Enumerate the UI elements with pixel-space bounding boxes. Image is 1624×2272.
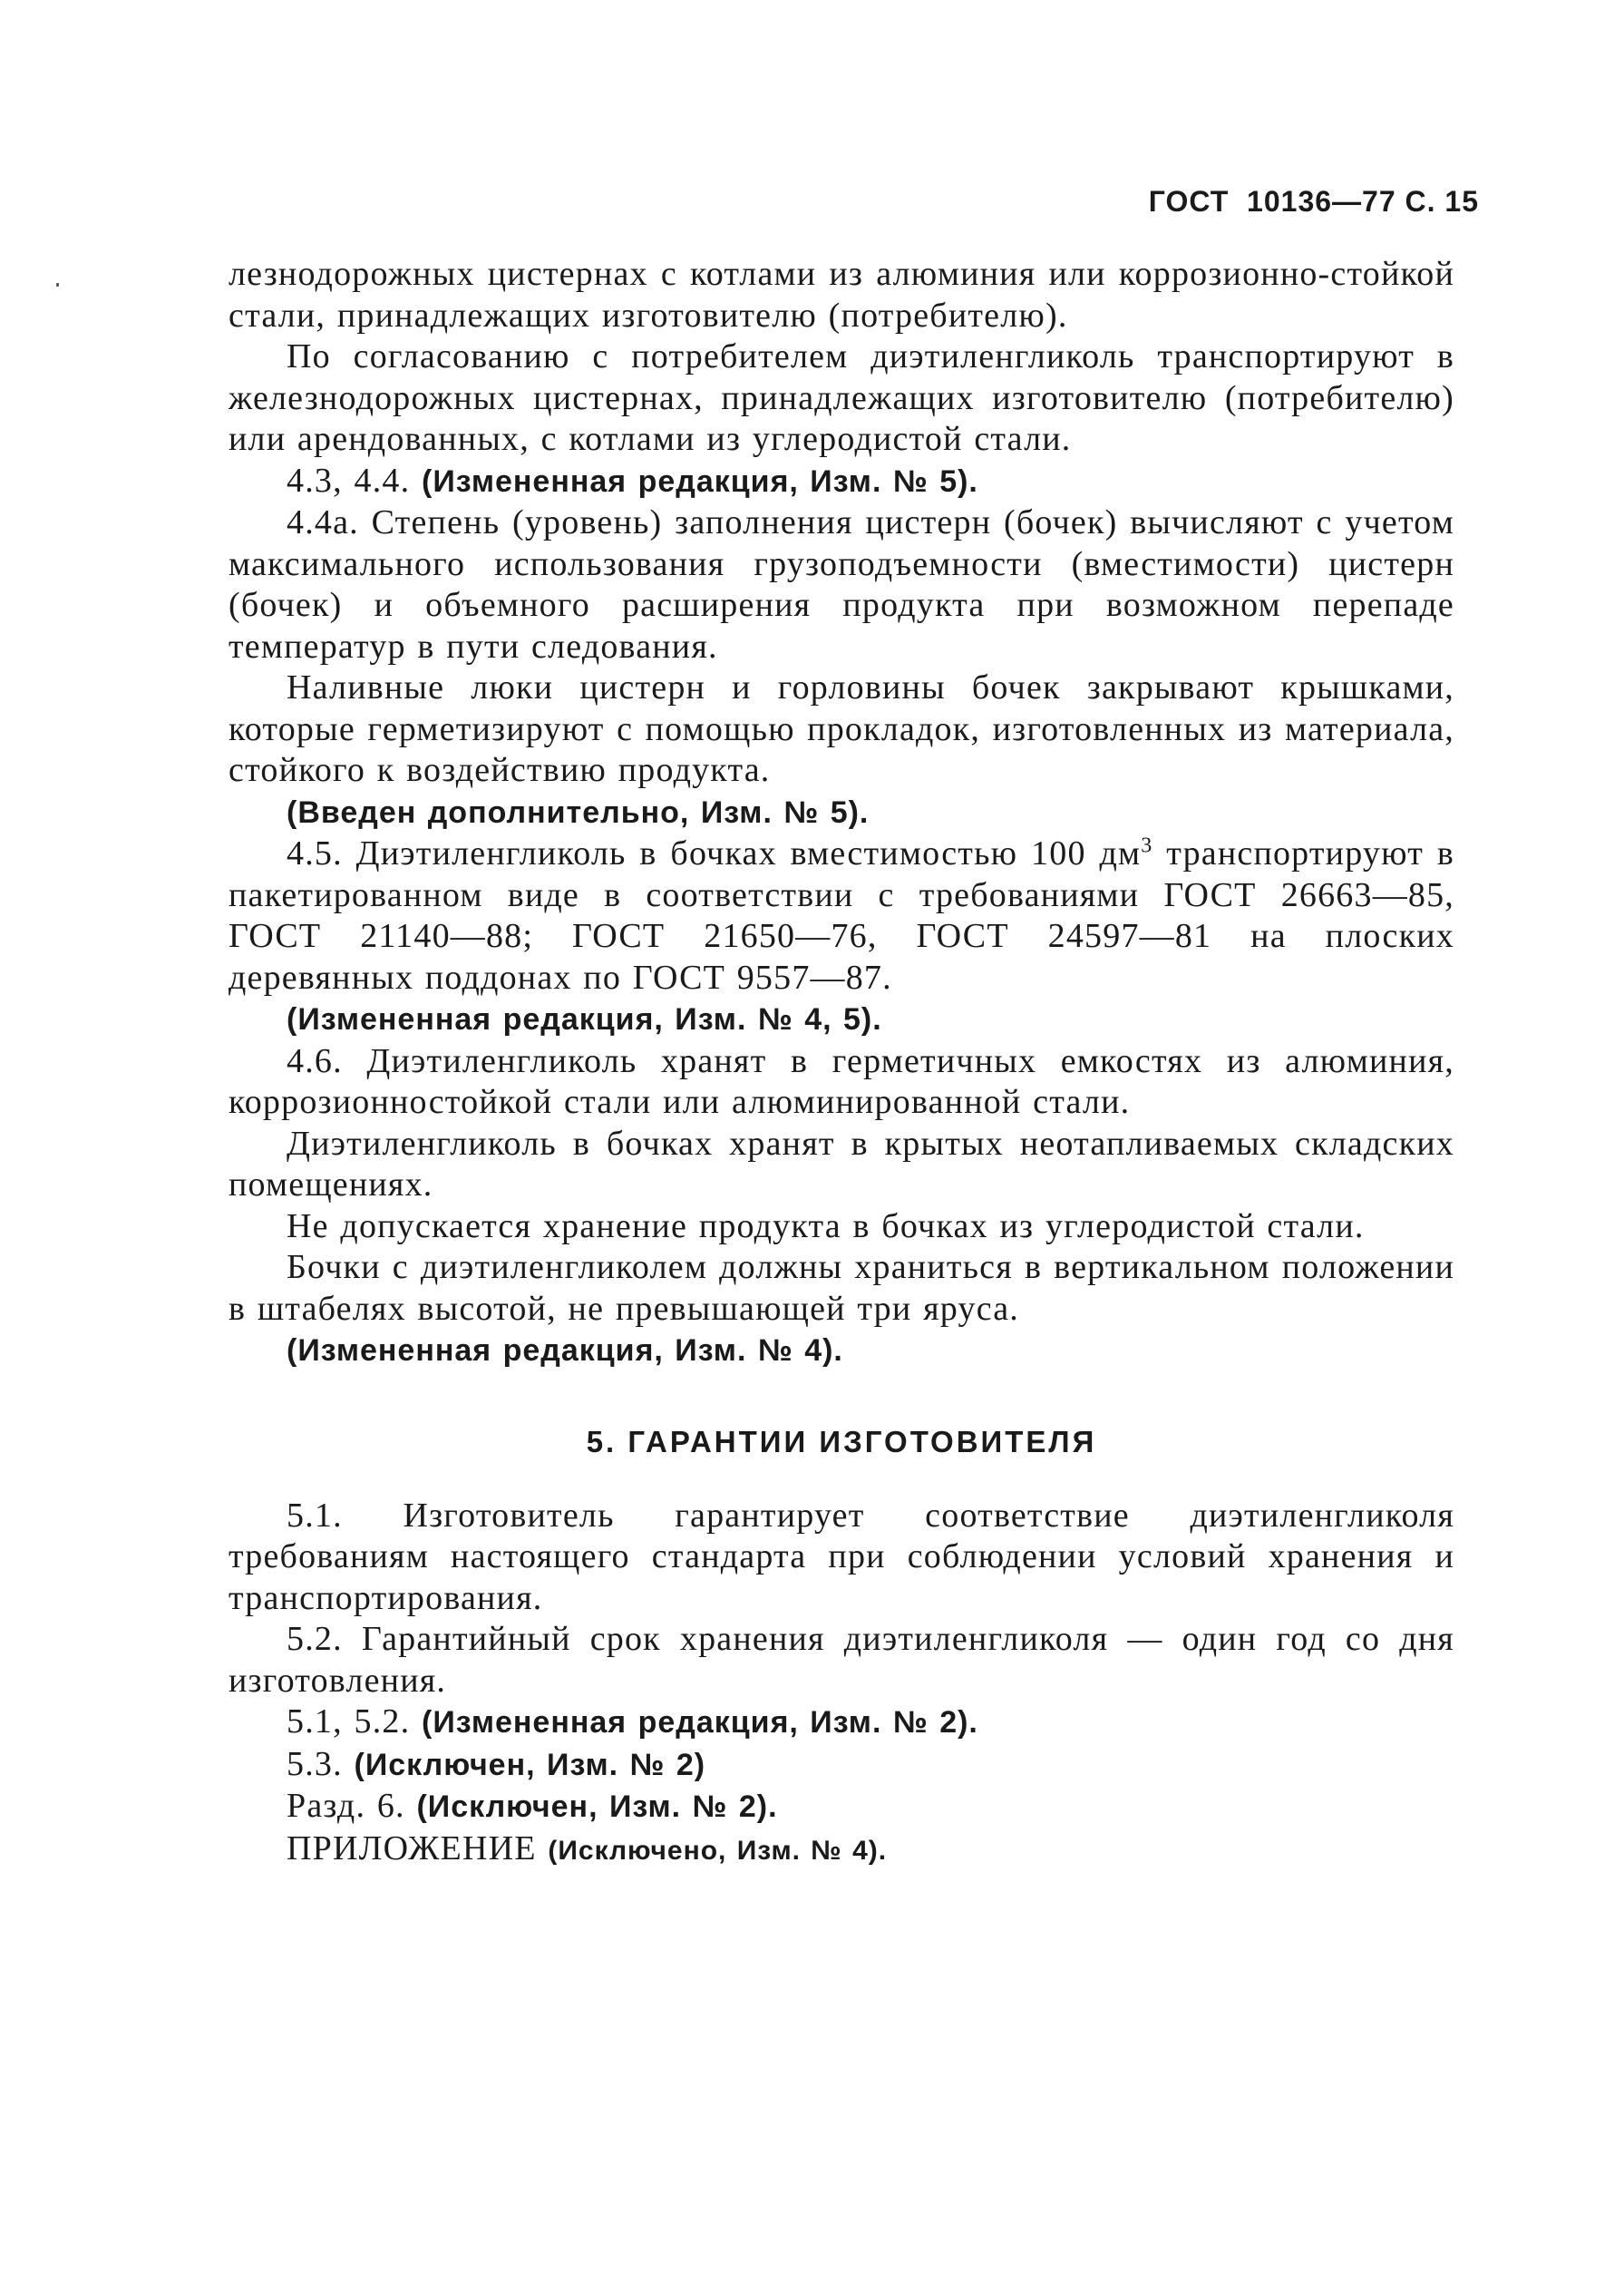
section-title: 5. ГАРАНТИИ ИЗГОТОВИТЕЛЯ <box>586 1424 1097 1458</box>
amendment-ref: ПРИЛОЖЕНИЕ <box>287 1828 549 1867</box>
amendment-note: (Исключено, Изм. № 4). <box>548 1835 888 1866</box>
amendment-note: (Исключен, Изм. № 2). <box>416 1789 778 1824</box>
paragraph-4-5 <box>229 834 1454 999</box>
amendment-ref: 5.3. <box>287 1744 355 1783</box>
paragraph-carbon-steel: Не допускается хранение продукта в бочках из углеродистой стали. <box>287 1206 1365 1245</box>
amendment-note: (Измененная редакция, Изм. № 4, 5). <box>287 1002 882 1037</box>
paragraph-stacking: Бочки с диэтиленгликолем должны храниться в вертикальном положении в штабелях высотой, не превышающей три яруса. <box>229 1248 1454 1328</box>
paragraph-4-6: 4.6. Диэтиленгликоль хранят в герметичных емкостях из алюминия, коррозионностойкой стали или алюминированной стали. <box>229 1041 1454 1121</box>
paragraph-continuation: лезнодорожных цистернах с котлами из алюминия или коррозионно-стойкой стали, принадлежащих изготовителю (потребителю). <box>229 255 1454 335</box>
amendment-note: (Измененная редакция, Изм. № 4). <box>287 1333 843 1368</box>
paragraph-transport-agreement: По согласованию с потребителем диэтиленгликоль транспортируют в железнодорожных цистернах, принадлежащих изготовителю (потребителю) или арендованных, с котлами из углеродистой стали. <box>229 337 1454 458</box>
paragraph-amendment-4-3 <box>229 461 1454 503</box>
scan-speck <box>56 283 59 287</box>
page-header: ГОСТ 10136—77 С. 15 <box>1148 185 1479 218</box>
amendment-note: (Измененная редакция, Изм. № 5). <box>422 463 978 499</box>
paragraph-text: 4.5. Диэтиленгликоль в бочках вместимостью 100 дм <box>287 834 1142 873</box>
amendment-note: (Введен дополнительно, Изм. № 5). <box>287 795 870 830</box>
paragraph-5-3 <box>229 1744 1454 1787</box>
paragraph-appendix <box>229 1828 1454 1872</box>
amendment-ref: 4.3, 4.4. <box>287 461 422 500</box>
paragraph-hatches: Наливные люки цистерн и горловины бочек закрывают крышками, которые герметизируют с помощью прокладок, изготовленных из материала, стойкого к воздействию продукта. <box>229 668 1454 789</box>
paragraph-5-2: 5.2. Гарантийный срок хранения диэтиленгликоля — один год со дня изготовления. <box>229 1620 1454 1700</box>
amendment-ref: Разд. 6. <box>287 1787 417 1825</box>
paragraph-introduced-note <box>229 792 1454 834</box>
paragraph-section-6 <box>229 1786 1454 1828</box>
paragraph-storage-barrels: Диэтиленгликоль в бочках хранят в крытых неотапливаемых складских помещениях. <box>229 1124 1454 1204</box>
superscript: 3 <box>1141 834 1153 858</box>
document-body <box>229 254 1454 1871</box>
amendment-note: (Измененная редакция, Изм. № 2). <box>422 1705 978 1740</box>
paragraph-text: транспортируют в пакетированном виде в соответствии с требованиями ГОСТ 26663—85, ГОСТ 21140—88; ГОСТ 21650—76, ГОСТ 24597—81 на плоских деревянных поддонах по ГОСТ 9557—87. <box>229 834 1454 997</box>
paragraph-amendment-4-6 <box>229 1330 1454 1372</box>
paragraph-4-4a: 4.4а. Степень (уровень) заполнения цистерн (бочек) вычисляют с учетом максимального использования грузоподъемности (вместимости) цистерн (бочек) и объемного расширения продукта при возможном перепаде температур в пути следования. <box>229 503 1454 666</box>
paragraph-amendment-5-1 <box>229 1702 1454 1744</box>
amendment-note: (Исключен, Изм. № 2) <box>354 1747 706 1782</box>
amendment-ref: 5.1, 5.2. <box>287 1702 422 1741</box>
paragraph-5-1: 5.1. Изготовитель гарантирует соответствие диэтиленгликоля требованиям настоящего стандарта при соблюдении условий хранения и транспортирования. <box>229 1496 1454 1617</box>
paragraph-amendment-4-5 <box>229 999 1454 1041</box>
